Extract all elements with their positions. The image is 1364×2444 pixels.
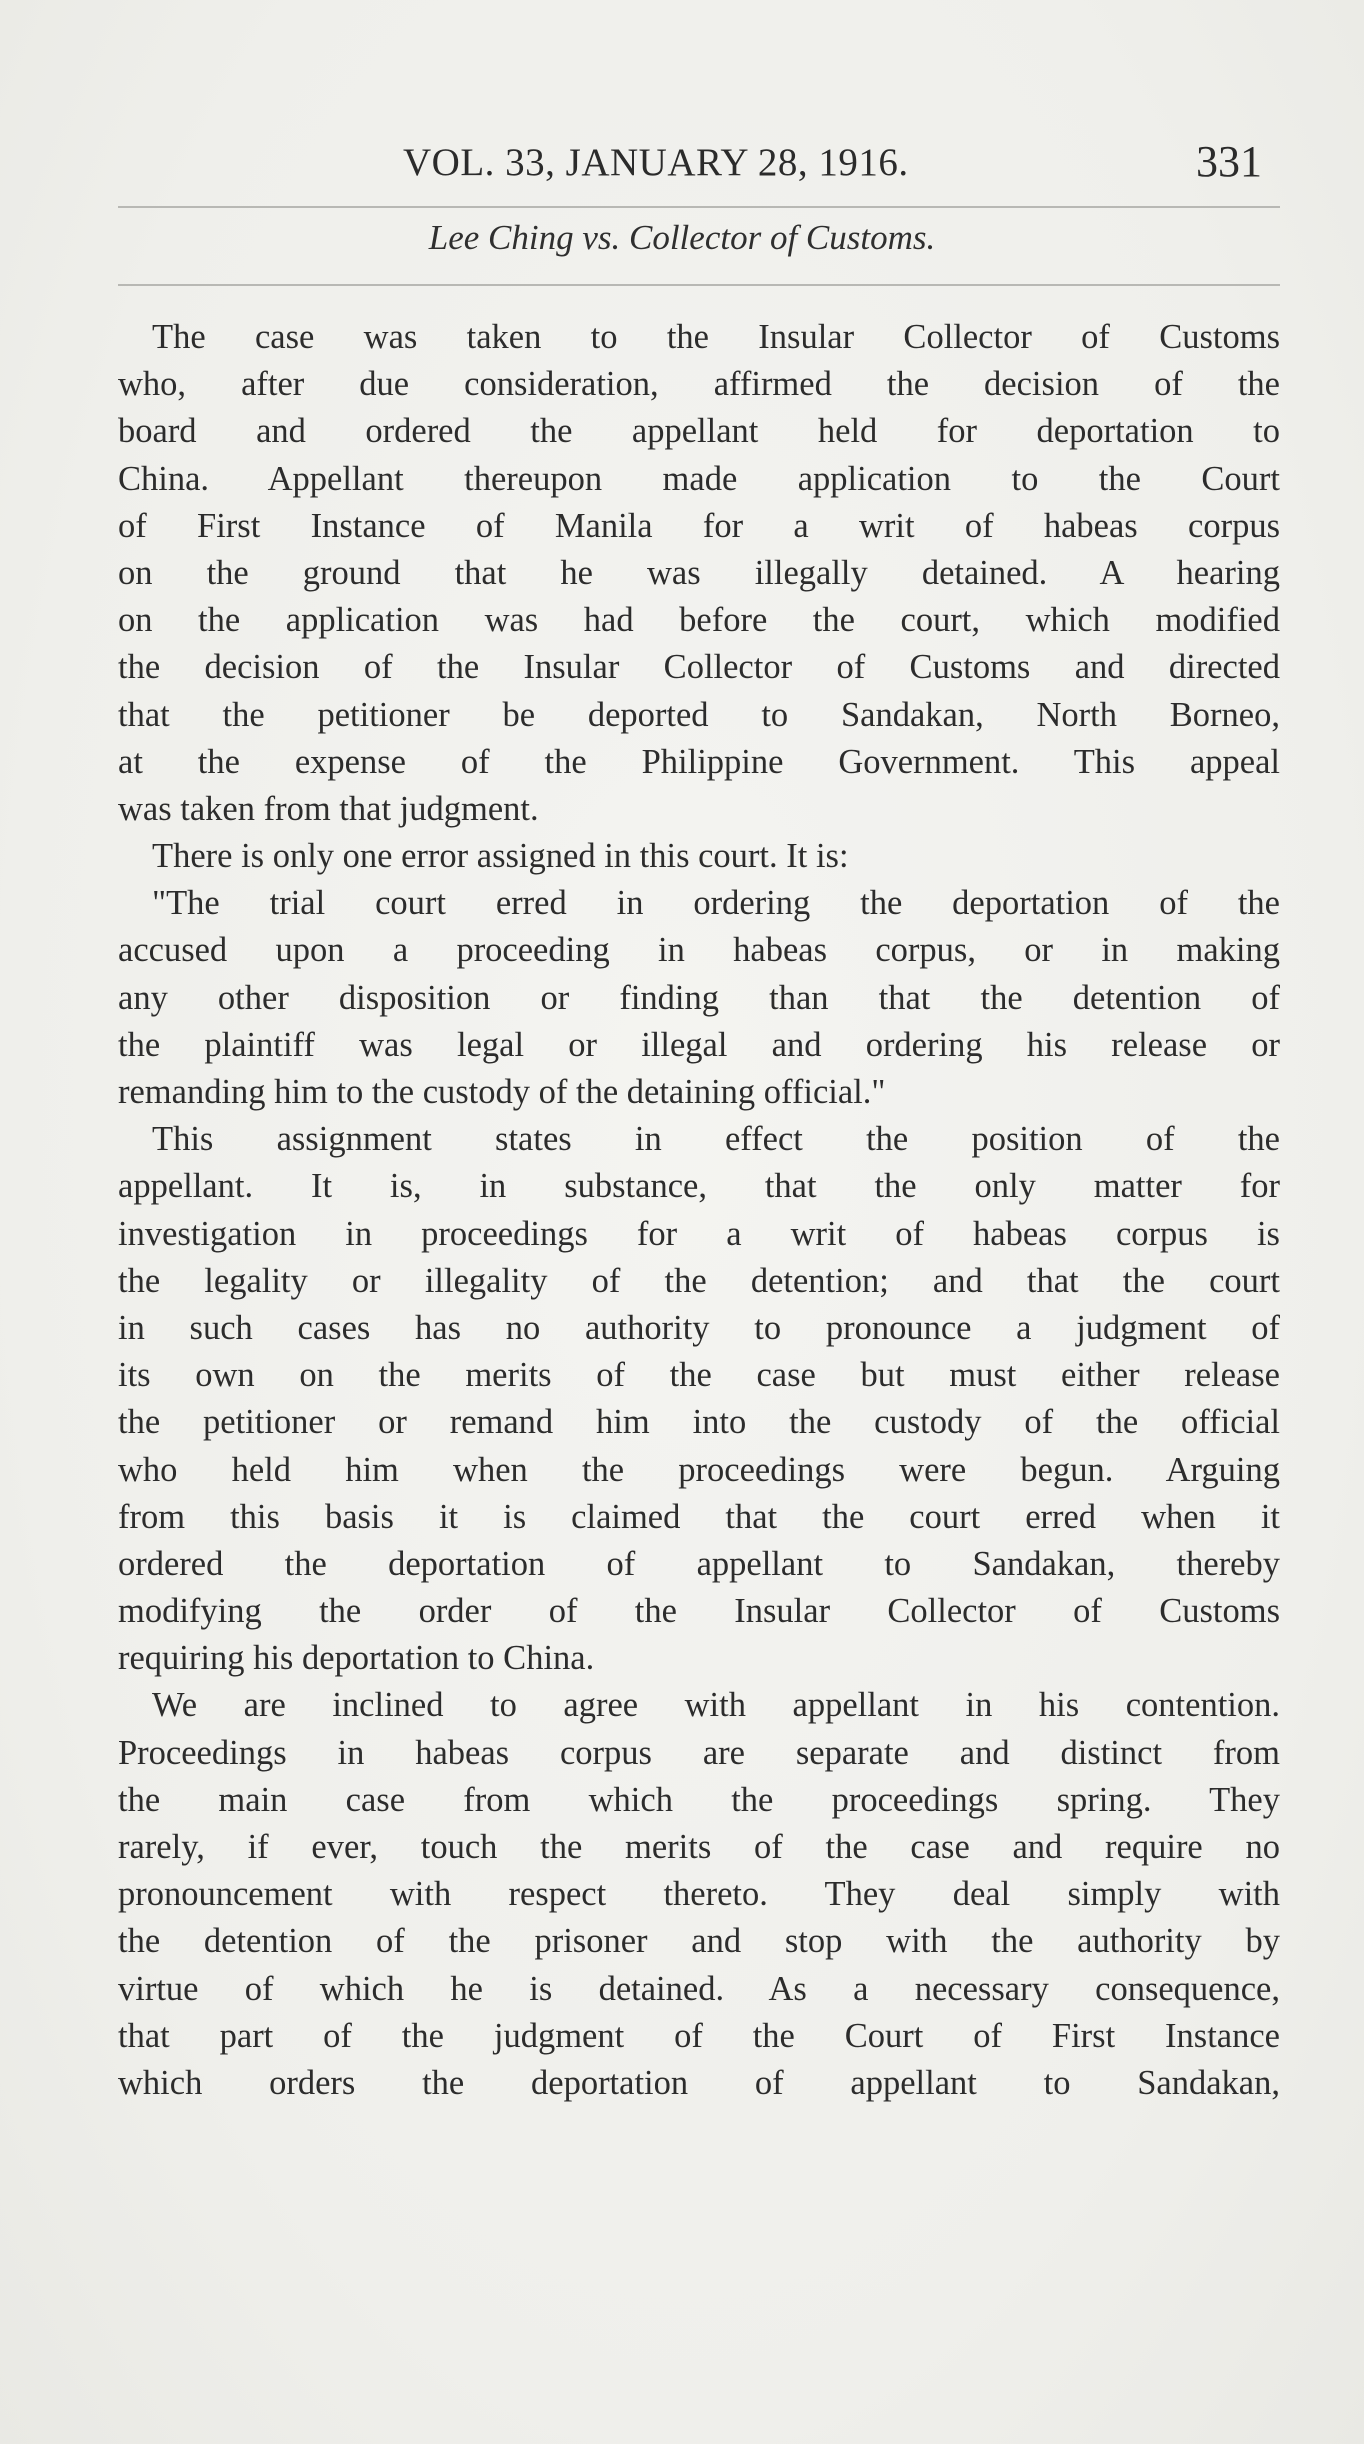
text-line: The case was taken to the Insular Collector of Customs bbox=[152, 318, 1280, 356]
text-line: "The trial court erred in ordering the deportation of the bbox=[152, 884, 1280, 923]
text-line: the legality or illegality of the detention; and that the court bbox=[118, 1261, 1280, 1300]
text-line: There is only one error assigned in this court. It is: bbox=[152, 837, 849, 876]
text-line: appellant. It is, in substance, that the only matter for bbox=[118, 1167, 1280, 1206]
text-line: that part of the judgment of the Court of First Instance bbox=[118, 2016, 1280, 2055]
text-line: modifying the order of the Insular Collector of Customs bbox=[118, 1592, 1280, 1631]
text-line: ordered the deportation of appellant to Sandakan, thereby bbox=[118, 1544, 1280, 1583]
case-title: Lee Ching vs. Collector of Customs. bbox=[428, 218, 936, 257]
text-line: on the application was had before the court, which modified bbox=[118, 601, 1280, 640]
page-header bbox=[118, 128, 1280, 188]
text-line: in such cases has no authority to pronounce a judgment of bbox=[118, 1308, 1280, 1347]
text-line: from this basis it is claimed that the court erred when it bbox=[118, 1497, 1280, 1536]
text-line: any other disposition or finding than that the detention of bbox=[118, 978, 1280, 1017]
text-line: pronouncement with respect thereto. They deal simply with bbox=[118, 1875, 1280, 1914]
header-rule-top bbox=[118, 206, 1280, 208]
text-line: virtue of which he is detained. As a necessary consequence, bbox=[118, 1969, 1280, 2008]
text-line: rarely, if ever, touch the merits of the case and require no bbox=[118, 1828, 1280, 1866]
text-line: accused upon a proceeding in habeas corpus, or in making bbox=[118, 931, 1280, 970]
text-line: who held him when the proceedings were begun. Arguing bbox=[118, 1450, 1280, 1489]
text-line: its own on the merits of the case but must either release bbox=[118, 1356, 1280, 1395]
text-line: requiring his deportation to China. bbox=[118, 1639, 595, 1678]
text-line: This assignment states in effect the position of the bbox=[152, 1120, 1280, 1159]
text-line: who, after due consideration, affirmed the decision of the bbox=[118, 365, 1280, 404]
text-line: that the petitioner be deported to Sandakan, North Borneo, bbox=[118, 695, 1280, 734]
text-line: the decision of the Insular Collector of Customs and directed bbox=[118, 648, 1280, 687]
text-line: the main case from which the proceedings spring. They bbox=[118, 1780, 1280, 1819]
text-line: of First Instance of Manila for a writ of habeas corpus bbox=[118, 506, 1280, 545]
text-line: at the expense of the Philippine Government. This appeal bbox=[118, 742, 1280, 781]
text-line: was taken from that judgment. bbox=[118, 789, 539, 828]
text-line: board and ordered the appellant held for deportation to bbox=[118, 412, 1280, 451]
text-line: China. Appellant thereupon made application to the Court bbox=[118, 459, 1280, 498]
body-text bbox=[118, 314, 1280, 2107]
text-line: the plaintiff was legal or illegal and ordering his release or bbox=[118, 1025, 1280, 1064]
text-line: investigation in proceedings for a writ of habeas corpus is bbox=[118, 1214, 1280, 1253]
text-line: on the ground that he was illegally detained. A hearing bbox=[118, 553, 1280, 592]
page-number: 331 bbox=[1196, 137, 1262, 186]
text-line: We are inclined to agree with appellant in his contention. bbox=[152, 1686, 1280, 1725]
text-line: the petitioner or remand him into the custody of the official bbox=[118, 1403, 1280, 1442]
text-line: remanding him to the custody of the detaining official." bbox=[118, 1073, 886, 1111]
header-rule-bottom bbox=[118, 284, 1280, 286]
running-head: VOL. 33, JANUARY 28, 1916. bbox=[403, 141, 909, 184]
text-line: the detention of the prisoner and stop with the authority by bbox=[118, 1922, 1280, 1961]
text-line: which orders the deportation of appellant to Sandakan, bbox=[118, 2063, 1280, 2102]
text-line: Proceedings in habeas corpus are separate and distinct from bbox=[118, 1733, 1280, 1772]
